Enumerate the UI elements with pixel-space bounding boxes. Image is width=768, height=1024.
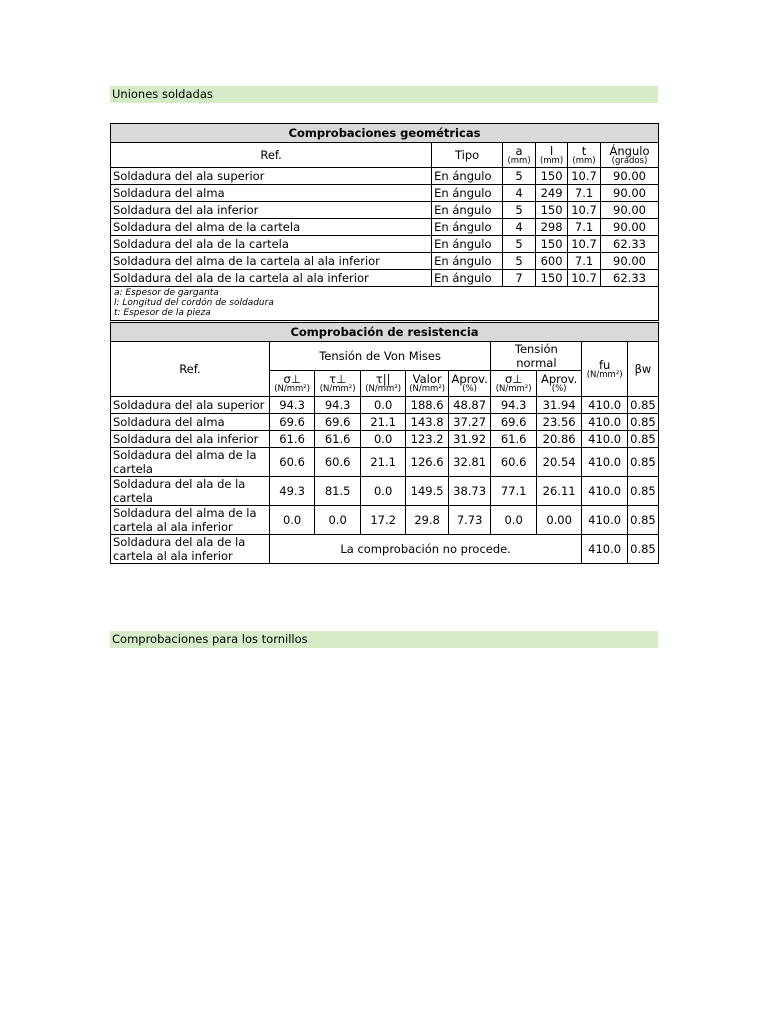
res-cell-ref: Soldadura del alma de la cartela xyxy=(111,448,270,477)
res-cell-sigma: 49.3 xyxy=(269,477,315,506)
res-cell-aprov: 48.87 xyxy=(448,397,490,414)
res-cell-tau-perp: 94.3 xyxy=(315,397,361,414)
geo-cell-a: 5 xyxy=(503,202,536,219)
res-cell-aprov: 7.73 xyxy=(448,506,490,535)
res-cell-aprov-n: 20.86 xyxy=(536,431,582,448)
res-col-header-von-mises: Tensión de Von Mises xyxy=(269,342,491,371)
res-cell-valor: 123.2 xyxy=(406,431,448,448)
geo-cell-t: 10.7 xyxy=(568,270,601,287)
res-cell-ref: Soldadura del alma xyxy=(111,414,270,431)
geometric-checks-title: Comprobaciones geométricas xyxy=(111,124,659,143)
res-cell-fu: 410.0 xyxy=(582,477,628,506)
geo-cell-a: 4 xyxy=(503,185,536,202)
res-not-applicable-message: La comprobación no procede. xyxy=(269,535,582,564)
res-cell-fu: 410.0 xyxy=(582,448,628,477)
geo-cell-angulo: 90.00 xyxy=(601,202,659,219)
geo-cell-ref: Soldadura del ala inferior xyxy=(111,202,432,219)
geo-cell-angulo: 90.00 xyxy=(601,168,659,185)
res-col-header-ref: Ref. xyxy=(111,342,270,397)
res-cell-tau-par: 17.2 xyxy=(360,506,406,535)
note-t: t: Espesor de la pieza xyxy=(114,308,211,318)
res-cell-tau-par: 21.1 xyxy=(360,448,406,477)
geometric-row xyxy=(111,253,659,270)
geo-cell-l: 249 xyxy=(536,185,568,202)
res-cell-fu: 410.0 xyxy=(582,414,628,431)
res-cell-sigma-n: 60.6 xyxy=(491,448,537,477)
resistance-row xyxy=(111,506,659,535)
res-cell-bw: 0.85 xyxy=(627,477,658,506)
col-header-t: t (mm) xyxy=(568,143,601,168)
res-cell-fu: 410.0 xyxy=(582,506,628,535)
geo-cell-t: 10.7 xyxy=(568,168,601,185)
res-col-header-normal: Tensión normal xyxy=(491,342,582,371)
res-col-header-bw: βw xyxy=(627,342,658,397)
geo-cell-t: 7.1 xyxy=(568,185,601,202)
res-cell-valor: 143.8 xyxy=(406,414,448,431)
geo-cell-t: 10.7 xyxy=(568,236,601,253)
res-cell-sigma-n: 61.6 xyxy=(491,431,537,448)
res-cell-aprov-n: 26.11 xyxy=(536,477,582,506)
res-last-ref: Soldadura del ala de la cartela al ala inferior xyxy=(111,535,270,564)
resistance-row xyxy=(111,431,659,448)
geo-cell-a: 5 xyxy=(503,253,536,270)
res-col-header-sigma-normal: σ⊥ (N/mm²) xyxy=(491,371,537,397)
note-l: l: Longitud del cordón de soldadura xyxy=(114,298,274,308)
res-cell-sigma: 0.0 xyxy=(269,506,315,535)
geometric-notes xyxy=(111,287,659,321)
res-cell-tau-perp: 60.6 xyxy=(315,448,361,477)
geometric-row xyxy=(111,185,659,202)
res-cell-aprov-n: 0.00 xyxy=(536,506,582,535)
note-a: a: Espesor de garganta xyxy=(114,288,219,298)
res-col-header-aprov: Aprov. (%) xyxy=(448,371,490,397)
res-cell-bw: 0.85 xyxy=(627,448,658,477)
resistance-row xyxy=(111,397,659,414)
res-cell-aprov: 37.27 xyxy=(448,414,490,431)
geo-cell-l: 150 xyxy=(536,270,568,287)
res-col-header-fu: fu (N/mm²) xyxy=(582,342,628,397)
geo-cell-l: 150 xyxy=(536,202,568,219)
res-cell-sigma-n: 69.6 xyxy=(491,414,537,431)
geo-cell-t: 7.1 xyxy=(568,219,601,236)
geo-cell-t: 7.1 xyxy=(568,253,601,270)
geo-cell-ref: Soldadura del alma de la cartela al ala inferior xyxy=(111,253,432,270)
res-cell-aprov-n: 23.56 xyxy=(536,414,582,431)
res-col-header-valor: Valor (N/mm²) xyxy=(406,371,448,397)
geo-cell-angulo: 90.00 xyxy=(601,253,659,270)
res-col-header-tau-par: τ|| (N/mm²) xyxy=(360,371,406,397)
resistance-checks-title: Comprobación de resistencia xyxy=(111,323,659,342)
geo-cell-tipo: En ángulo xyxy=(432,219,503,236)
res-cell-aprov-n: 20.54 xyxy=(536,448,582,477)
res-cell-tau-perp: 61.6 xyxy=(315,431,361,448)
res-cell-tau-par: 21.1 xyxy=(360,414,406,431)
geo-cell-ref: Soldadura del ala de la cartela al ala inferior xyxy=(111,270,432,287)
res-cell-bw: 0.85 xyxy=(627,414,658,431)
res-cell-ref: Soldadura del alma de la cartela al ala inferior xyxy=(111,506,270,535)
res-cell-aprov: 32.81 xyxy=(448,448,490,477)
geo-cell-ref: Soldadura del ala de la cartela xyxy=(111,236,432,253)
res-cell-bw: 0.85 xyxy=(627,506,658,535)
res-cell-ref: Soldadura del ala inferior xyxy=(111,431,270,448)
resistance-row xyxy=(111,448,659,477)
section-header-welded: Uniones soldadas xyxy=(110,86,658,103)
res-col-header-sigma: σ⊥ (N/mm²) xyxy=(269,371,315,397)
res-cell-valor: 126.6 xyxy=(406,448,448,477)
geo-cell-l: 150 xyxy=(536,168,568,185)
resistance-checks-table xyxy=(110,322,659,564)
res-cell-tau-perp: 0.0 xyxy=(315,506,361,535)
geo-cell-l: 298 xyxy=(536,219,568,236)
geometric-row xyxy=(111,202,659,219)
res-cell-aprov-n: 31.94 xyxy=(536,397,582,414)
geometric-row xyxy=(111,270,659,287)
geo-cell-tipo: En ángulo xyxy=(432,270,503,287)
res-cell-ref: Soldadura del ala de la cartela xyxy=(111,477,270,506)
col-header-angulo: Ángulo (grados) xyxy=(601,143,659,168)
res-cell-sigma: 61.6 xyxy=(269,431,315,448)
resistance-row xyxy=(111,477,659,506)
geo-cell-tipo: En ángulo xyxy=(432,168,503,185)
res-cell-tau-perp: 81.5 xyxy=(315,477,361,506)
res-cell-valor: 188.6 xyxy=(406,397,448,414)
geo-cell-angulo: 62.33 xyxy=(601,270,659,287)
res-last-fu: 410.0 xyxy=(582,535,628,564)
res-cell-ref: Soldadura del ala superior xyxy=(111,397,270,414)
geometric-checks-table xyxy=(110,123,659,321)
geo-cell-ref: Soldadura del ala superior xyxy=(111,168,432,185)
geo-cell-angulo: 62.33 xyxy=(601,236,659,253)
geo-cell-a: 4 xyxy=(503,219,536,236)
res-cell-bw: 0.85 xyxy=(627,431,658,448)
geo-cell-ref: Soldadura del alma de la cartela xyxy=(111,219,432,236)
geo-cell-a: 7 xyxy=(503,270,536,287)
res-cell-fu: 410.0 xyxy=(582,397,628,414)
col-header-a: a (mm) xyxy=(503,143,536,168)
geo-cell-l: 600 xyxy=(536,253,568,270)
geo-cell-l: 150 xyxy=(536,236,568,253)
res-cell-sigma: 69.6 xyxy=(269,414,315,431)
geometric-row xyxy=(111,168,659,185)
res-cell-fu: 410.0 xyxy=(582,431,628,448)
res-cell-sigma: 60.6 xyxy=(269,448,315,477)
res-col-header-tau-perp: τ⊥ (N/mm²) xyxy=(315,371,361,397)
geometric-row xyxy=(111,236,659,253)
res-cell-valor: 149.5 xyxy=(406,477,448,506)
res-cell-sigma-n: 77.1 xyxy=(491,477,537,506)
res-col-header-aprov-normal: Aprov. (%) xyxy=(536,371,582,397)
geo-cell-a: 5 xyxy=(503,236,536,253)
geo-cell-t: 10.7 xyxy=(568,202,601,219)
geo-cell-angulo: 90.00 xyxy=(601,185,659,202)
col-header-l: l (mm) xyxy=(536,143,568,168)
geo-cell-angulo: 90.00 xyxy=(601,219,659,236)
res-last-bw: 0.85 xyxy=(627,535,658,564)
section-header-bolts: Comprobaciones para los tornillos xyxy=(110,631,658,648)
res-cell-bw: 0.85 xyxy=(627,397,658,414)
res-cell-sigma-n: 0.0 xyxy=(491,506,537,535)
res-cell-sigma-n: 94.3 xyxy=(491,397,537,414)
geo-cell-ref: Soldadura del alma xyxy=(111,185,432,202)
geo-cell-tipo: En ángulo xyxy=(432,185,503,202)
col-header-ref: Ref. xyxy=(111,143,432,168)
geo-cell-a: 5 xyxy=(503,168,536,185)
res-cell-tau-perp: 69.6 xyxy=(315,414,361,431)
res-cell-aprov: 38.73 xyxy=(448,477,490,506)
col-header-tipo: Tipo xyxy=(432,143,503,168)
resistance-row xyxy=(111,414,659,431)
geometric-row xyxy=(111,219,659,236)
geo-cell-tipo: En ángulo xyxy=(432,202,503,219)
geo-cell-tipo: En ángulo xyxy=(432,236,503,253)
res-cell-tau-par: 0.0 xyxy=(360,477,406,506)
res-cell-sigma: 94.3 xyxy=(269,397,315,414)
res-cell-tau-par: 0.0 xyxy=(360,431,406,448)
geo-cell-tipo: En ángulo xyxy=(432,253,503,270)
res-cell-tau-par: 0.0 xyxy=(360,397,406,414)
res-cell-aprov: 31.92 xyxy=(448,431,490,448)
res-cell-valor: 29.8 xyxy=(406,506,448,535)
